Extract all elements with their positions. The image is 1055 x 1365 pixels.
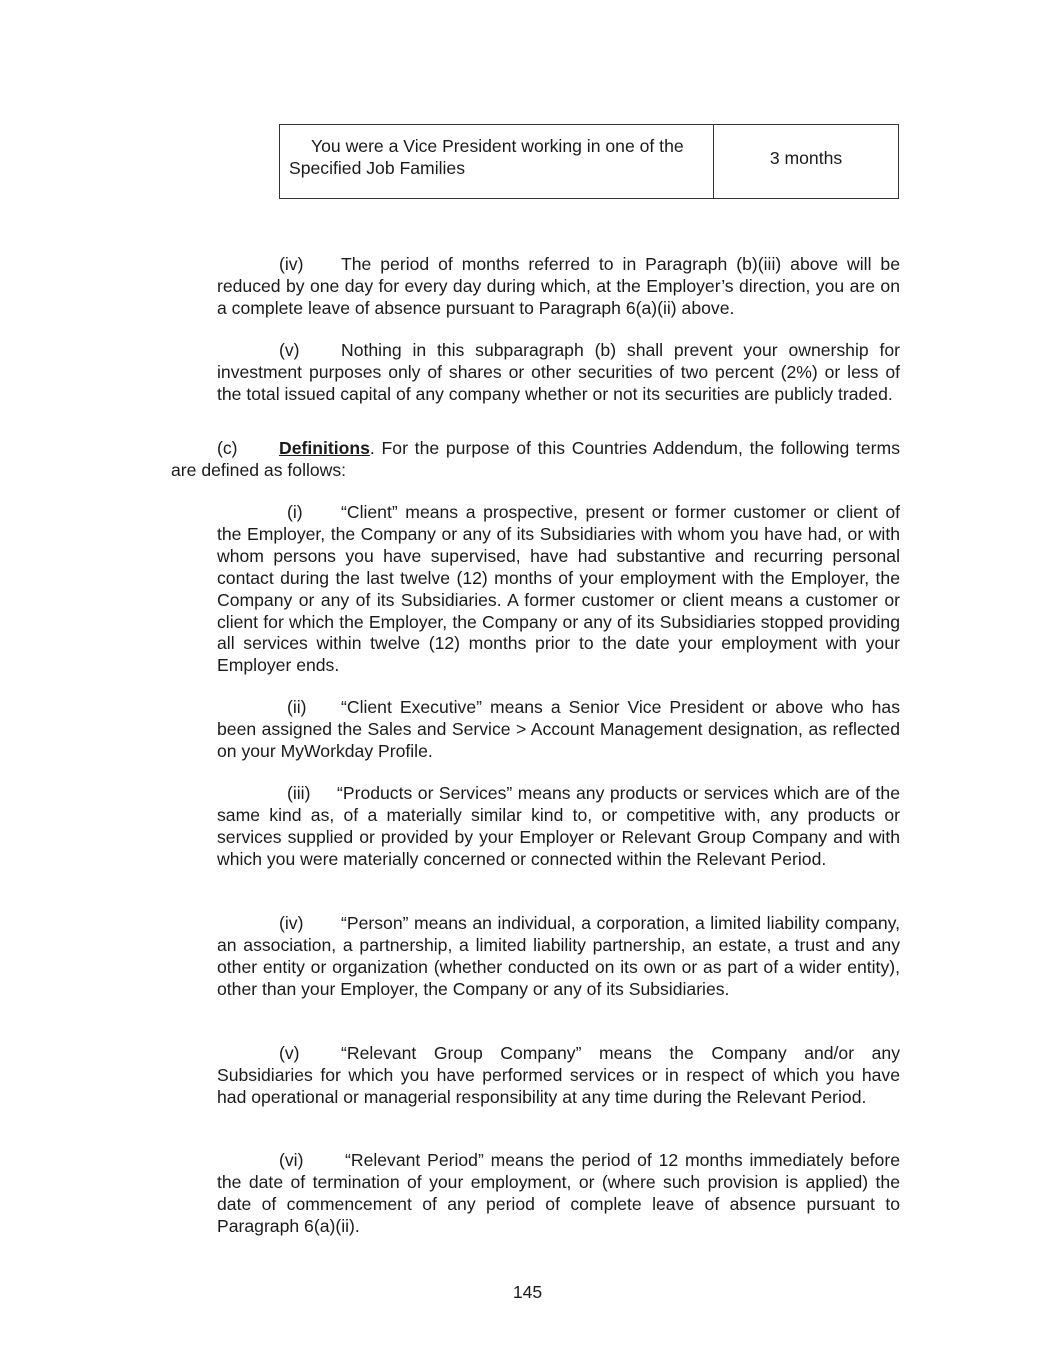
definition-relevant-period bbox=[217, 1150, 900, 1238]
paragraph-text: “Person” means an individual, a corporation, a limited liability company, an association, a partnership, a limited liability partnership, an estate, a trust and any other entity or organization (whether conducted on its own or as part of a wider entity), other than your Employer, the Company or any of its Subsidiaries. bbox=[217, 913, 900, 999]
definition-client bbox=[217, 502, 900, 677]
paragraph-c-definitions bbox=[171, 438, 900, 482]
definition-products-or-services bbox=[217, 783, 900, 871]
paragraph-text: “Relevant Group Company” means the Company and/or any Subsidiaries for which you have performed services or in respect of which you have had operational or managerial responsibility at any time during the Relevant Period. bbox=[217, 1043, 900, 1107]
table-cell-description: You were a Vice President working in one of the Specified Job Families bbox=[280, 125, 714, 198]
paragraph-b-iv bbox=[217, 254, 900, 320]
paragraph-label: (vi) bbox=[279, 1150, 304, 1170]
paragraph-b-v bbox=[217, 340, 900, 406]
paragraph-text: . For the purpose of this Countries Addendum, the following terms are defined as follows: bbox=[171, 438, 900, 480]
paragraph-label: (iv) bbox=[279, 913, 304, 933]
definitions-heading: Definitions bbox=[279, 438, 370, 458]
definition-person bbox=[217, 913, 900, 1001]
paragraph-text: “Client” means a prospective, present or former customer or client of the Employer, the Company or any of its Subsidiaries with whom you have had, or with whom persons you have supervised, have had substantive and recurring personal contact during the last twelve (12) months of your employment with the Employer, the Company or any of its Subsidiaries. A former customer or client means a customer or client for which the Employer, the Company or any of its Subsidiaries stopped providing all services within twelve (12) months prior to the date your employment with your Employer ends. bbox=[217, 502, 900, 676]
paragraph-text: “Products or Services” means any products or services which are of the same kind as, of a materially similar kind to, or competitive with, any products or services supplied or provided by your Employer or Relevant Group Company and with which you were materially concerned or connected within the Relevant Period. bbox=[217, 783, 900, 869]
paragraph-label: (v) bbox=[279, 340, 300, 360]
paragraph-label: (i) bbox=[287, 502, 303, 522]
table-cell-period bbox=[714, 125, 898, 198]
paragraph-text: The period of months referred to in Paragraph (b)(iii) above will be reduced by one day for every day during which, at the Employer’s direction, you are on a complete leave of absence pursuant to Paragraph 6(a)(ii) above. bbox=[217, 254, 900, 318]
paragraph-text: “Relevant Period” means the period of 12 months immediately before the date of termination of your employment, or (where such provision is applied) the date of commencement of any period of complete leave of absence pursuant to Paragraph 6(a)(ii). bbox=[217, 1150, 900, 1236]
definition-relevant-group-company bbox=[217, 1043, 900, 1109]
paragraph-label: (v) bbox=[279, 1043, 300, 1063]
paragraph-label: (iii) bbox=[287, 783, 311, 803]
paragraph-label: (ii) bbox=[287, 697, 307, 717]
paragraph-text: “Client Executive” means a Senior Vice President or above who has been assigned the Sales and Service > Account Management designation, as reflected on your MyWorkday Profile. bbox=[217, 697, 900, 761]
paragraph-text: Nothing in this subparagraph (b) shall prevent your ownership for investment purposes only of shares or other securities of two percent (2%) or less of the total issued capital of any company whether or not its securities are publicly traded. bbox=[217, 340, 900, 404]
page-number: 145 bbox=[512, 1282, 543, 1302]
period-table bbox=[279, 124, 899, 199]
paragraph-label: (iv) bbox=[279, 254, 304, 274]
table-cell-period-text: 3 months bbox=[769, 147, 843, 168]
definition-client-executive bbox=[217, 697, 900, 763]
paragraph-label: (c) bbox=[217, 438, 238, 458]
